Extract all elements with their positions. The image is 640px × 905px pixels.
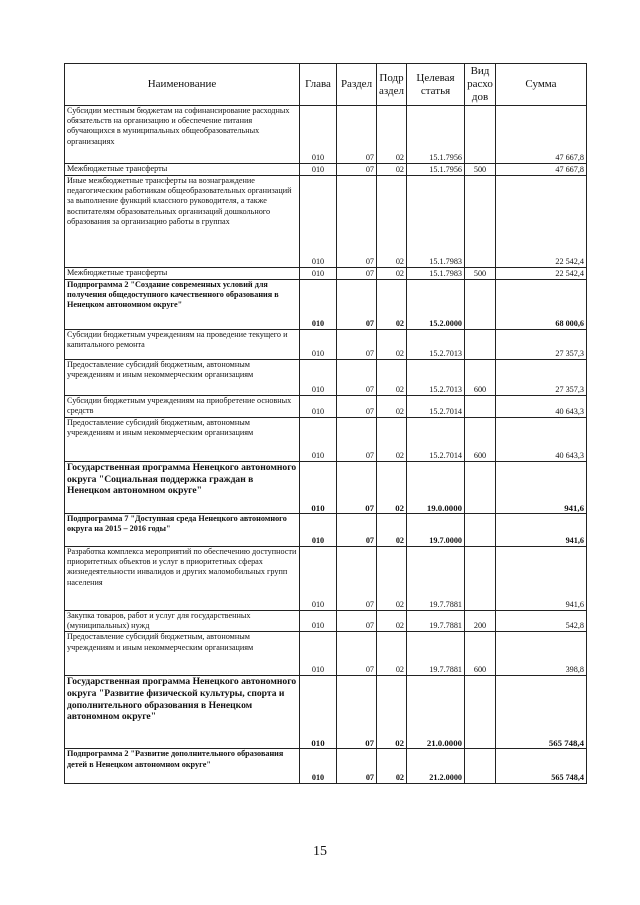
cell-section: 07: [337, 676, 377, 749]
cell-amount: 941,6: [496, 462, 587, 514]
cell-section: 07: [337, 360, 377, 396]
cell-name: Предоставление субсидий бюджетным, автономным учреждениям и иным некоммерческим организациям: [65, 360, 300, 396]
cell-name: Закупка товаров, работ и услуг для государственных (муниципальных) нужд: [65, 611, 300, 632]
cell-section: 07: [337, 106, 377, 164]
cell-name: Предоставление субсидий бюджетным, автономным учреждениям и иным некоммерческим организациям: [65, 418, 300, 462]
cell-chapter: 010: [300, 462, 337, 514]
cell-name: Государственная программа Ненецкого автономного округа "Развитие физической культуры, спорта и дополнительного образования в Ненецком автономном округе": [65, 676, 300, 749]
header-target-article: Целевая статья: [407, 64, 465, 106]
cell-subsection: 02: [377, 514, 407, 547]
header-chapter: Глава: [300, 64, 337, 106]
cell-section: 07: [337, 164, 377, 176]
cell-subsection: 02: [377, 611, 407, 632]
cell-section: 07: [337, 632, 377, 676]
cell-subsection: 02: [377, 106, 407, 164]
cell-chapter: 010: [300, 611, 337, 632]
cell-amount: 47 667,8: [496, 106, 587, 164]
cell-subsection: 02: [377, 164, 407, 176]
cell-chapter: 010: [300, 280, 337, 330]
header-subsection: Подр аздел: [377, 64, 407, 106]
page-number: 15: [313, 844, 327, 859]
cell-name: Иные межбюджетные трансферты на вознаграждение педагогическим работникам общеобразовательных организаций за выполнение функций классного руководителя, а также воспитателям образовательных организаций дошкольного образования за организацию работы в группах: [65, 176, 300, 268]
cell-name: Подпрограмма 7 "Доступная среда Ненецкого автономного округа на 2015 – 2016 годы": [65, 514, 300, 547]
cell-name: Субсидии бюджетным учреждениям на проведение текущего и капитального ремонта: [65, 330, 300, 360]
cell-article: 15.1.7956: [407, 106, 465, 164]
cell-expense: [465, 280, 496, 330]
cell-expense: [465, 396, 496, 418]
cell-subsection: 02: [377, 360, 407, 396]
cell-section: 07: [337, 547, 377, 611]
budget-table: [64, 63, 587, 784]
cell-amount: 27 357,3: [496, 330, 587, 360]
cell-amount: 941,6: [496, 547, 587, 611]
cell-expense: [465, 106, 496, 164]
cell-expense: [465, 176, 496, 268]
cell-chapter: 010: [300, 396, 337, 418]
cell-expense: 600: [465, 360, 496, 396]
cell-expense: 500: [465, 268, 496, 280]
table-header-row: [65, 64, 587, 106]
cell-article: 19.7.7881: [407, 611, 465, 632]
cell-section: 07: [337, 176, 377, 268]
cell-article: 19.7.7881: [407, 547, 465, 611]
cell-amount: 565 748,4: [496, 749, 587, 784]
table-row: [65, 396, 587, 418]
cell-article: 15.2.7014: [407, 396, 465, 418]
cell-article: 15.1.7956: [407, 164, 465, 176]
table-row: [65, 176, 587, 268]
cell-name: Субсидии местным бюджетам на софинансирование расходных обязательств на организацию и обеспечение питания обучающихся в муниципальных общеобразовательных организациях: [65, 106, 300, 164]
cell-name: Субсидии бюджетным учреждениям на приобретение основных средств: [65, 396, 300, 418]
cell-article: 21.0.0000: [407, 676, 465, 749]
cell-expense: [465, 676, 496, 749]
cell-article: 15.1.7983: [407, 176, 465, 268]
cell-amount: 27 357,3: [496, 360, 587, 396]
cell-amount: 22 542,4: [496, 268, 587, 280]
cell-section: 07: [337, 611, 377, 632]
cell-expense: 600: [465, 632, 496, 676]
cell-section: 07: [337, 514, 377, 547]
cell-subsection: 02: [377, 396, 407, 418]
cell-amount: 398,8: [496, 632, 587, 676]
cell-article: 15.1.7983: [407, 268, 465, 280]
cell-chapter: 010: [300, 749, 337, 784]
cell-name: Подпрограмма 2 "Создание современных условий для получения общедоступного качественного образования в Ненецком автономном округе": [65, 280, 300, 330]
cell-expense: [465, 330, 496, 360]
table-row: [65, 632, 587, 676]
cell-subsection: 02: [377, 418, 407, 462]
cell-expense: 600: [465, 418, 496, 462]
table-row: [65, 106, 587, 164]
cell-article: 15.2.7013: [407, 330, 465, 360]
cell-article: 19.0.0000: [407, 462, 465, 514]
cell-name: Межбюджетные трансферты: [65, 164, 300, 176]
cell-name: Разработка комплекса мероприятий по обеспечению доступности приоритетных объектов и услуг в приоритетных сферах жизнедеятельности инвалидов и других маломобильных групп населения: [65, 547, 300, 611]
cell-subsection: 02: [377, 749, 407, 784]
cell-subsection: 02: [377, 268, 407, 280]
cell-article: 15.2.7014: [407, 418, 465, 462]
header-name: Наименование: [65, 64, 300, 106]
cell-section: 07: [337, 418, 377, 462]
table-row: [65, 418, 587, 462]
cell-chapter: 010: [300, 268, 337, 280]
cell-chapter: 010: [300, 418, 337, 462]
cell-subsection: 02: [377, 280, 407, 330]
table-row: [65, 268, 587, 280]
cell-subsection: 02: [377, 632, 407, 676]
cell-amount: 542,8: [496, 611, 587, 632]
cell-chapter: 010: [300, 676, 337, 749]
cell-chapter: 010: [300, 632, 337, 676]
cell-amount: 40 643,3: [496, 418, 587, 462]
table-row: [65, 330, 587, 360]
cell-amount: 565 748,4: [496, 676, 587, 749]
cell-expense: [465, 514, 496, 547]
cell-subsection: 02: [377, 462, 407, 514]
cell-chapter: 010: [300, 514, 337, 547]
cell-amount: 68 000,6: [496, 280, 587, 330]
cell-chapter: 010: [300, 164, 337, 176]
cell-section: 07: [337, 268, 377, 280]
cell-expense: [465, 462, 496, 514]
cell-subsection: 02: [377, 330, 407, 360]
cell-article: 19.7.7881: [407, 632, 465, 676]
table-row: [65, 164, 587, 176]
cell-article: 19.7.0000: [407, 514, 465, 547]
cell-amount: 941,6: [496, 514, 587, 547]
cell-chapter: 010: [300, 547, 337, 611]
cell-amount: 47 667,8: [496, 164, 587, 176]
cell-article: 15.2.7013: [407, 360, 465, 396]
cell-section: 07: [337, 330, 377, 360]
cell-subsection: 02: [377, 176, 407, 268]
cell-name: Предоставление субсидий бюджетным, автономным учреждениям и иным некоммерческим организациям: [65, 632, 300, 676]
cell-expense: 200: [465, 611, 496, 632]
header-amount: Сумма: [496, 64, 587, 106]
cell-section: 07: [337, 280, 377, 330]
cell-name: Межбюджетные трансферты: [65, 268, 300, 280]
cell-chapter: 010: [300, 330, 337, 360]
cell-article: 15.2.0000: [407, 280, 465, 330]
cell-expense: [465, 749, 496, 784]
cell-name: Подпрограмма 2 "Развитие дополнительного образования детей в Ненецком автономном округе": [65, 749, 300, 784]
cell-section: 07: [337, 749, 377, 784]
table-row: [65, 514, 587, 547]
cell-subsection: 02: [377, 676, 407, 749]
header-section: Раздел: [337, 64, 377, 106]
header-expense-type: Вид расхо дов: [465, 64, 496, 106]
table-row: [65, 462, 587, 514]
table-row: [65, 676, 587, 749]
table-row: [65, 547, 587, 611]
cell-amount: 40 643,3: [496, 396, 587, 418]
table-row: [65, 749, 587, 784]
cell-name: Государственная программа Ненецкого автономного округа "Социальная поддержка граждан в Ненецком автономном округе": [65, 462, 300, 514]
cell-chapter: 010: [300, 106, 337, 164]
cell-chapter: 010: [300, 360, 337, 396]
cell-subsection: 02: [377, 547, 407, 611]
table-row: [65, 611, 587, 632]
cell-expense: 500: [465, 164, 496, 176]
cell-article: 21.2.0000: [407, 749, 465, 784]
cell-section: 07: [337, 462, 377, 514]
cell-section: 07: [337, 396, 377, 418]
cell-chapter: 010: [300, 176, 337, 268]
cell-expense: [465, 547, 496, 611]
table-row: [65, 360, 587, 396]
cell-amount: 22 542,4: [496, 176, 587, 268]
table-row: [65, 280, 587, 330]
